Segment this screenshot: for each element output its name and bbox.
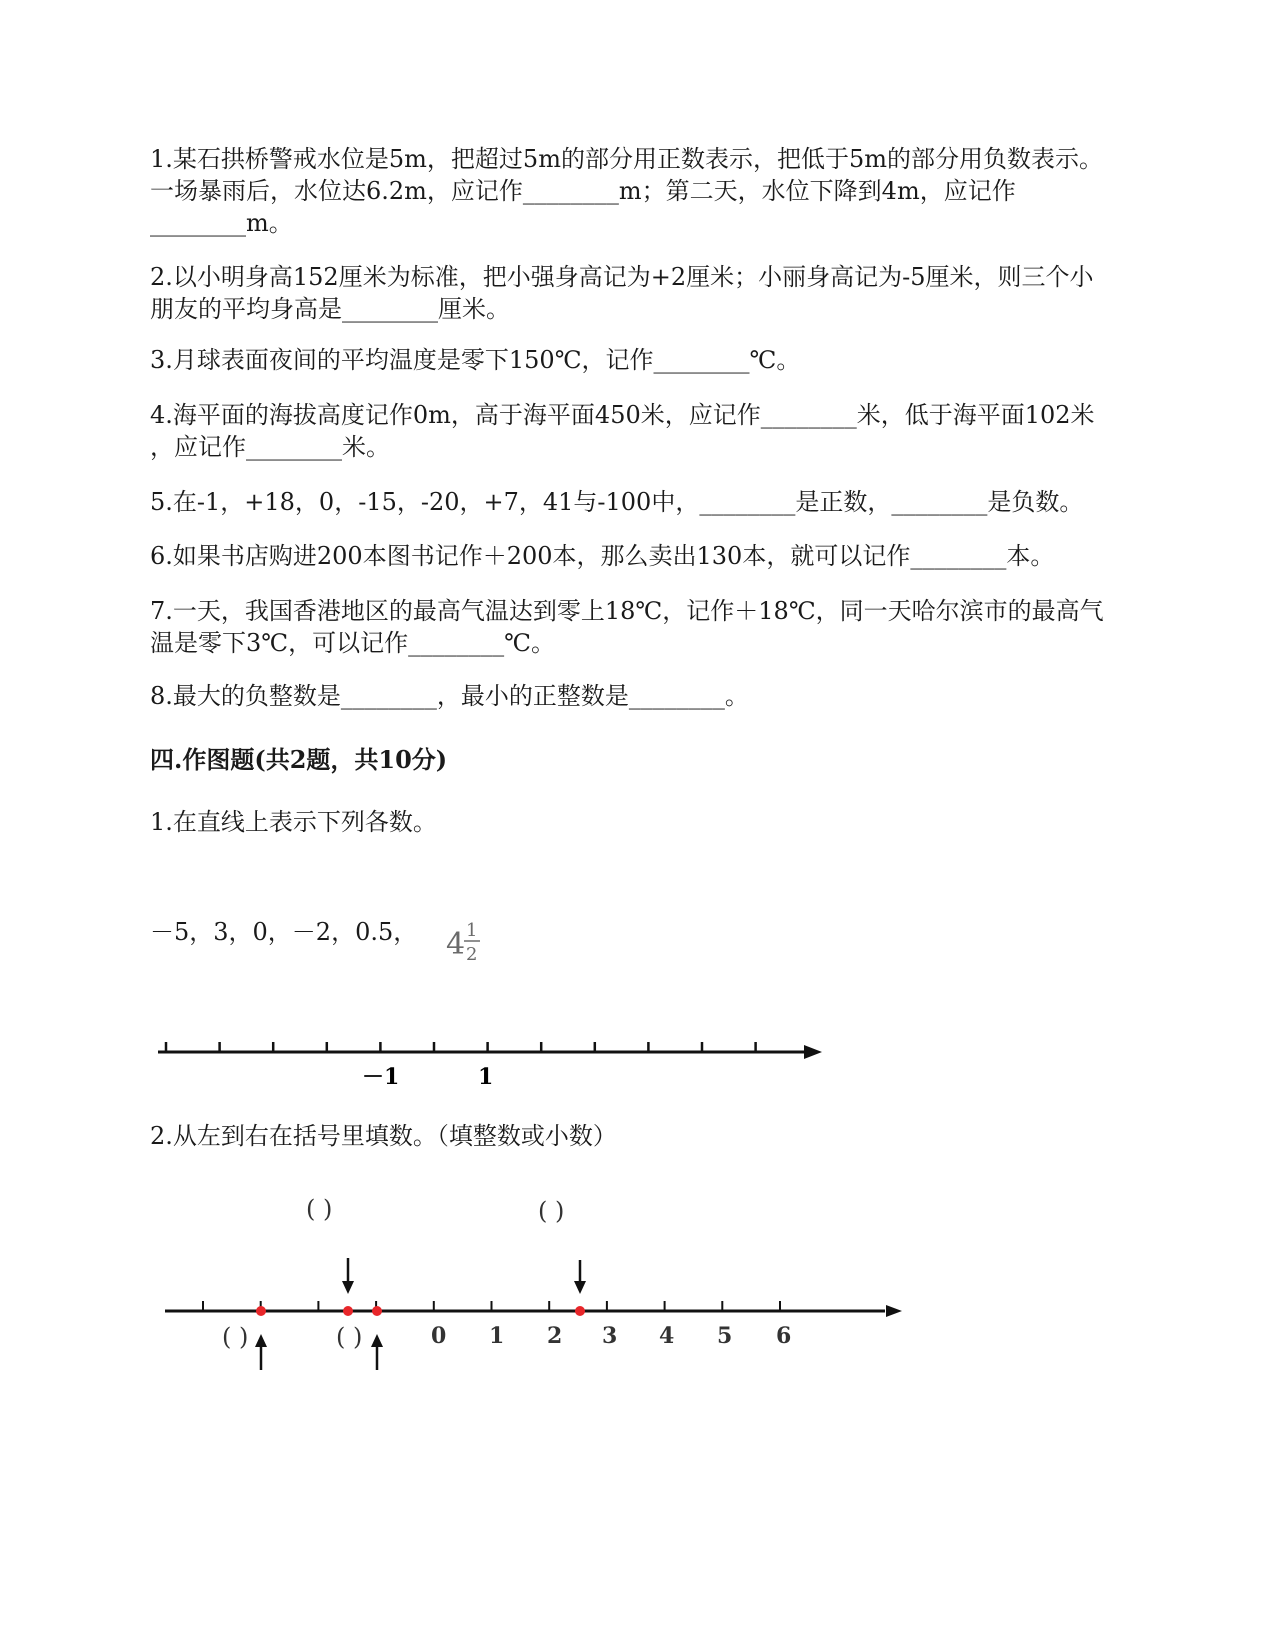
question-2 [150,261,1125,325]
point-b [343,1306,353,1316]
question-7-line1: 7.一天，我国香港地区的最高气温达到零上18℃，记作＋18℃，同一天哈尔滨市的最高气 [150,597,1104,625]
axis-label-1: 1 [478,1064,494,1090]
point-c [372,1306,382,1316]
question-4-line1: 4.海平面的海拔高度记作0m，高于海平面450米，应记作________米，低于海平面102米 [150,401,1095,429]
question-3-line1: 3.月球表面夜间的平均温度是零下150℃，记作________℃。 [150,346,801,374]
tick-labels [431,1323,791,1349]
tick-label-6: 6 [776,1323,792,1349]
blank-bottom-right[interactable]: ( ) [336,1323,363,1351]
question-3 [150,344,1125,376]
tick-label-1: 1 [489,1323,505,1349]
question-6 [150,540,1125,572]
question-7-line2: 温是零下3℃，可以记作________℃。 [150,629,555,657]
question-8 [150,680,1125,712]
drawing-question-1-prompt: 1.在直线上表示下列各数。 [150,808,437,836]
number-line-1 [150,1030,830,1100]
fraction-whole: 4 [446,927,466,962]
blank-top-left[interactable]: ( ) [306,1195,333,1223]
section-title: 四.作图题(共2题，共10分) [150,745,448,774]
fraction-denominator: 2 [466,944,478,965]
question-7 [150,595,1125,659]
question-1-line1: 1.某石拱桥警戒水位是5m，把超过5m的部分用正数表示，把低于5m的部分用负数表示。 [150,145,1103,173]
question-6-line1: 6.如果书店购进200本图书记作＋200本，那么卖出130本，就可以记作________本。 [150,542,1055,570]
blank-bottom-left[interactable]: ( ) [222,1323,249,1351]
tick-label-5: 5 [717,1323,733,1349]
down-arrow-d [574,1260,586,1294]
question-4-line2: ，应记作________米。 [150,433,390,461]
question-5 [150,486,1125,518]
question-2-line1: 2.以小明身高152厘米为标准，把小强身高记为+2厘米；小丽身高记为-5厘米，则三个小 [150,263,1094,291]
up-arrow-c [371,1334,383,1370]
question-5-line1: 5.在-1，+18，0，-15，-20，+7，41与-100中，________是正数，________是负数。 [150,488,1084,516]
fraction-numerator: 1 [466,920,478,941]
number-line-2 [150,1220,910,1410]
axis-arrow [886,1305,902,1317]
down-arrow-b [342,1258,354,1294]
point-a [256,1306,266,1316]
tick-label-4: 4 [659,1323,675,1349]
tick-label-3: 3 [602,1323,618,1349]
tick-label-2: 2 [547,1323,563,1349]
drawing-question-2-prompt: 2.从左到右在括号里填数。（填整数或小数） [150,1122,617,1150]
question-1-line3: ________m。 [150,209,293,237]
question-2-line2: 朋友的平均身高是________厘米。 [150,295,510,323]
axis-label-neg1: －1 [362,1064,400,1090]
question-1-line2: 一场暴雨后，水位达6.2m，应记作________m；第二天，水位下降到4m，应记作 [150,177,1016,205]
up-arrow-a [255,1334,267,1370]
question-1 [150,143,1125,239]
mixed-fraction-image [442,912,502,972]
question-4 [150,399,1125,463]
axis-arrow [804,1045,822,1059]
question-8-line1: 8.最大的负整数是________，最小的正整数是________。 [150,682,749,710]
tick-label-0: 0 [431,1323,447,1349]
drawing-question-1-numbers: －5，3，0，－2，0.5， [150,918,418,946]
point-d [575,1306,585,1316]
blank-top-right[interactable]: ( ) [538,1197,565,1225]
